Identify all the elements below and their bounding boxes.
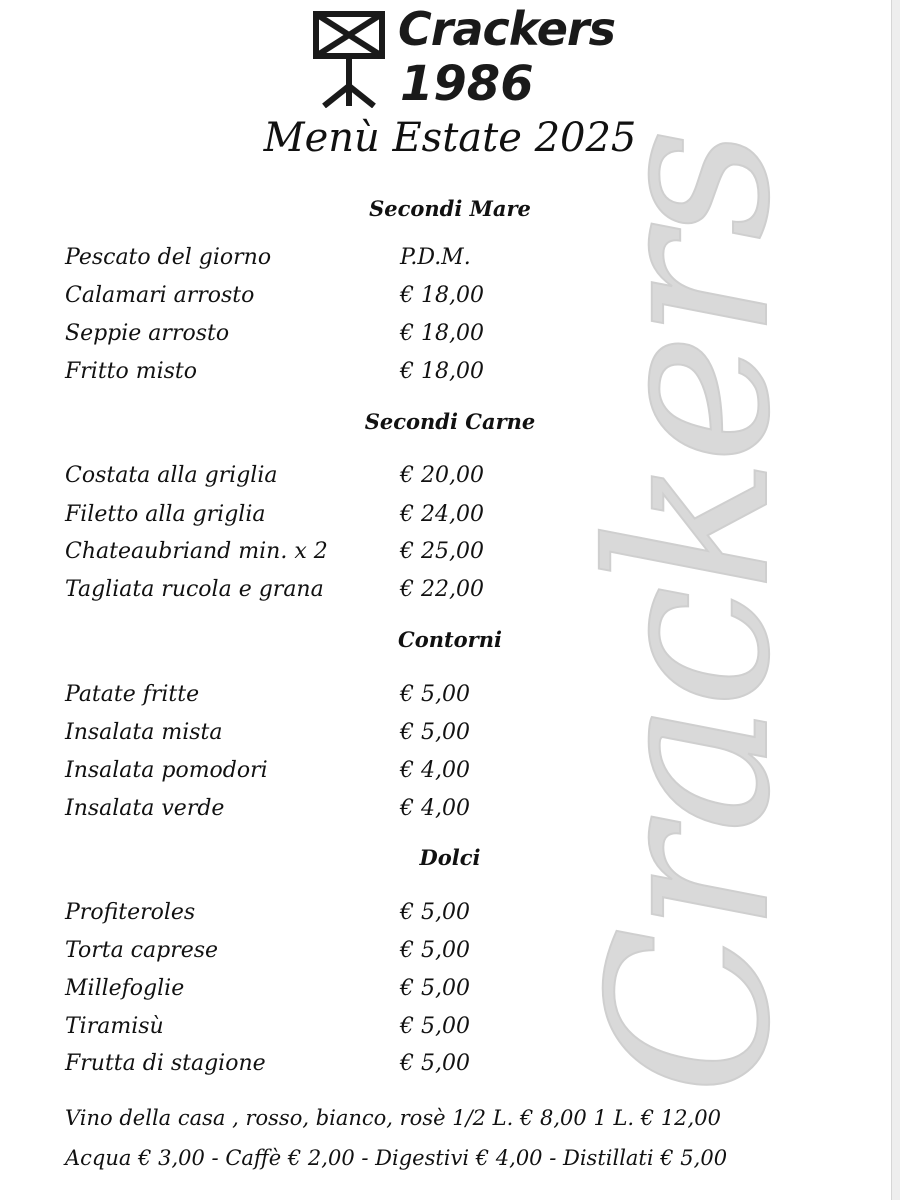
brand-year: 1986 xyxy=(400,56,534,112)
menu-item-price: € 20,00 xyxy=(400,463,484,488)
menu-item-name: Insalata mista xyxy=(65,720,223,745)
brand-watermark: Crackers xyxy=(562,133,818,1095)
menu-item-name: Frutta di stagione xyxy=(65,1051,266,1076)
music-stand-icon xyxy=(312,8,388,108)
footer-wine-prices: Vino della casa , rosso, bianco, rosè 1/2 L. € 8,00 1 L. € 12,00 xyxy=(65,1106,721,1130)
menu-item-name: Millefoglie xyxy=(65,976,185,1001)
menu-item-price: € 18,00 xyxy=(400,321,484,346)
section-title-dolci: Dolci xyxy=(419,845,481,870)
menu-item-name: Torta caprese xyxy=(65,938,219,963)
menu-item-name: Profiteroles xyxy=(65,900,196,925)
menu-item-price: € 5,00 xyxy=(400,1014,470,1039)
menu-item-price: € 5,00 xyxy=(400,938,470,963)
brand-logo xyxy=(312,2,615,114)
menu-item-price: P.D.M. xyxy=(400,245,471,270)
menu-item-name: Insalata verde xyxy=(65,796,225,821)
menu-item-price: € 5,00 xyxy=(400,900,470,925)
brand-name: Crackers xyxy=(398,2,615,56)
menu-item-price: € 4,00 xyxy=(400,758,470,783)
menu-item-name: Costata alla griglia xyxy=(65,463,278,488)
menu-item-name: Filetto alla griglia xyxy=(65,502,266,527)
section-title-secondi-carne: Secondi Carne xyxy=(364,409,536,434)
menu-item-price: € 5,00 xyxy=(400,976,470,1001)
menu-item-name: Insalata pomodori xyxy=(65,758,268,783)
menu-item-price: € 22,00 xyxy=(400,577,484,602)
menu-title: Menù Estate 2025 xyxy=(263,115,637,161)
menu-item-price: € 5,00 xyxy=(400,720,470,745)
menu-item-name: Patate fritte xyxy=(65,682,200,707)
menu-item-name: Calamari arrosto xyxy=(65,283,255,308)
page-edge xyxy=(891,0,900,1200)
menu-item-name: Seppie arrosto xyxy=(65,321,230,346)
menu-item-price: € 5,00 xyxy=(400,682,470,707)
section-title-secondi-mare: Secondi Mare xyxy=(369,196,531,221)
menu-item-price: € 4,00 xyxy=(400,796,470,821)
menu-item-price: € 25,00 xyxy=(400,539,484,564)
menu-item-name: Pescato del giorno xyxy=(65,245,272,270)
menu-item-price: € 18,00 xyxy=(400,283,484,308)
menu-item-price: € 18,00 xyxy=(400,359,484,384)
menu-item-name: Tagliata rucola e grana xyxy=(65,577,324,602)
menu-item-name: Chateaubriand min. x 2 xyxy=(65,539,328,564)
menu-item-price: € 24,00 xyxy=(400,502,484,527)
footer-drink-prices: Acqua € 3,00 - Caffè € 2,00 - Digestivi € 4,00 - Distillati € 5,00 xyxy=(65,1146,728,1170)
section-title-contorni: Contorni xyxy=(397,627,502,652)
menu-item-name: Fritto misto xyxy=(65,359,198,384)
menu-item-name: Tiramisù xyxy=(65,1014,164,1039)
menu-item-price: € 5,00 xyxy=(400,1051,470,1076)
